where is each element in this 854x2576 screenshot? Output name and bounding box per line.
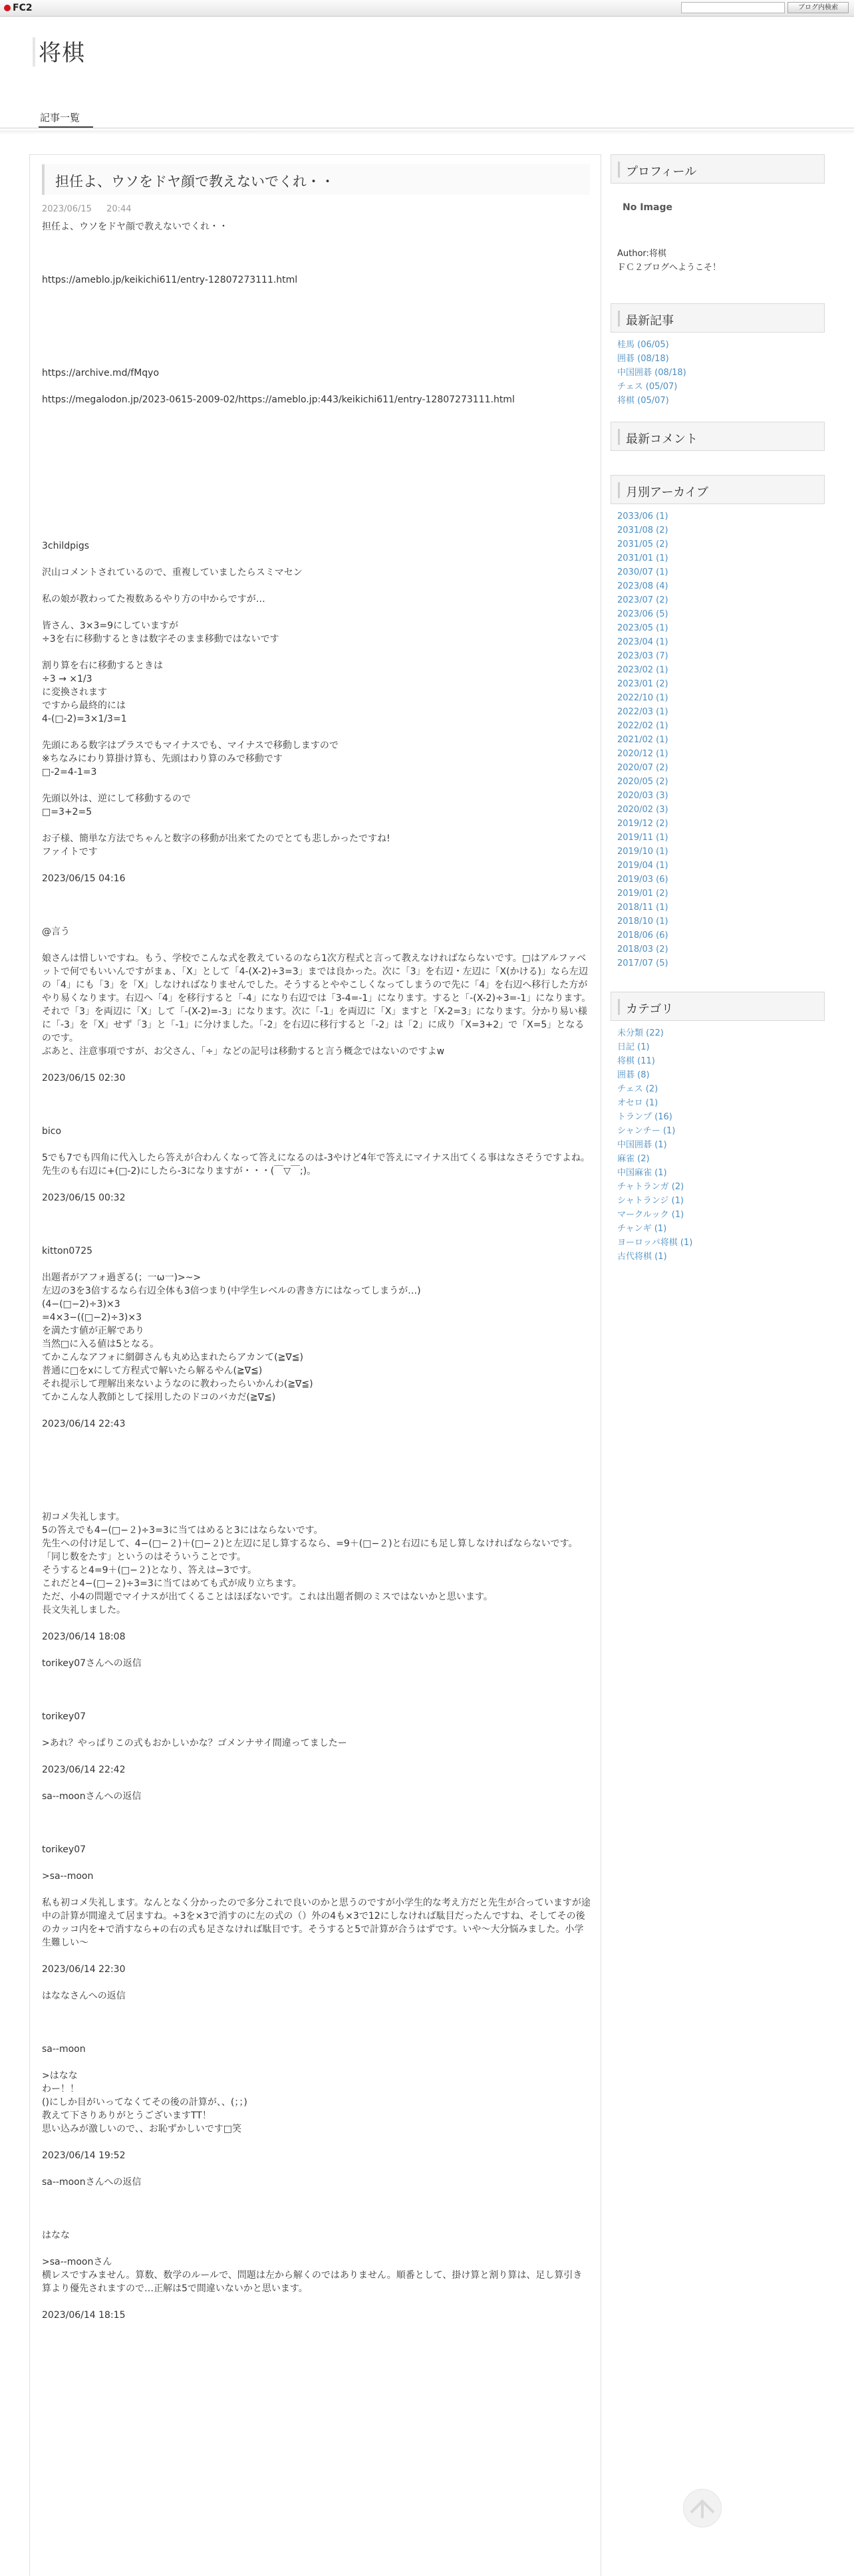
category-link[interactable]: 麻雀 (2) [617, 1154, 650, 1164]
entry-line: torikey07さんへの返信 [42, 1658, 142, 1669]
recent-posts-heading-box [611, 303, 825, 333]
entry-line [42, 899, 591, 912]
entry-line [42, 1497, 591, 1510]
entry-line [42, 460, 591, 473]
heading-accent [618, 429, 620, 445]
entry-line [42, 2136, 591, 2149]
archive-link[interactable]: 2018/10 (1) [617, 917, 668, 927]
entry-line: に変換されます [42, 687, 107, 698]
profile-welcome: ＦＣ２ブログへようこそ！ [617, 263, 722, 273]
entry-line [42, 1085, 591, 1098]
archive-link[interactable]: 2023/04 (1) [617, 637, 668, 647]
entry-line: そうすると4=9＋(□−２)となり、答えは−3です。 [42, 1565, 257, 1576]
archive-link[interactable]: 2033/06 (1) [617, 511, 668, 521]
recent-post-link[interactable]: 桂馬 (06/05) [617, 340, 669, 350]
entry-title[interactable]: 担任よ、ウソをドヤ顔で教えないでくれ・・ [55, 174, 335, 190]
entry-line: 出題者がアフォ過ぎる(；一ω一)>~> [42, 1272, 202, 1283]
entry-line [42, 1484, 591, 1497]
entry-line: わー！！ [42, 2084, 79, 2094]
entry-line [42, 247, 591, 260]
category-link[interactable]: チャトランガ (2) [617, 1182, 684, 1192]
entry-line [42, 2162, 591, 2176]
entry-line: 当然□に入る値は5となる。 [42, 1339, 160, 1350]
entry-line: 横レスですみません。算数、数学のルールで、問題は左から解くのではありません。順番として、掛け算と割り算は、足し算引き算より優先されますので…正解は5で間違いないかと思います。 [42, 2270, 583, 2294]
entry-line: 教えて下さりありがとうございますTT！ [42, 2110, 212, 2121]
entry-line: 2023/06/15 00:32 [42, 1193, 126, 1203]
archive-link[interactable]: 2022/02 (1) [617, 721, 668, 731]
entry-line [42, 353, 591, 366]
entry-line [42, 2242, 591, 2255]
entry-line: =4×3−((□−2)÷3)×3 [42, 1312, 142, 1323]
profile-heading: プロフィール [626, 165, 697, 179]
entry-line: sa--moonさんへの返信 [42, 1791, 142, 1802]
entry-line: >sa--moonさん [42, 2257, 112, 2267]
archive-link[interactable]: 2019/11 (1) [617, 833, 668, 843]
entry-line: torikey07 [42, 1711, 86, 1722]
categories-heading-box [611, 992, 825, 1021]
title-accent-bar [33, 37, 35, 67]
entry-line[interactable]: https://ameblo.jp/keikichi611/entry-12807273111.html [42, 275, 298, 285]
entry-line [42, 726, 591, 739]
entry-line [42, 779, 591, 792]
archive-list [611, 504, 825, 978]
entry-line: それ提示して理解出来ないようなのに教わったらいかんわ(≧∇≦) [42, 1379, 313, 1389]
archive-link[interactable]: 2030/07 (1) [617, 567, 668, 577]
entry-line [42, 406, 591, 420]
entry-body [42, 220, 591, 2322]
entry-line [42, 1683, 591, 1697]
fc2-logo-text: FC2 [13, 3, 33, 13]
entry-line [42, 313, 591, 327]
entry-line: ぶあと、注意事項ですが、お父さん、「÷」などの記号は移動すると言う概念ではないのですよw [42, 1046, 445, 1057]
entry-line [42, 1444, 591, 1457]
entry-line: お子様、簡単な方法でちゃんと数字の移動が出来てたのでとても悲しかったですね! [42, 833, 390, 844]
entry-line: 2023/06/14 18:15 [42, 2310, 126, 2321]
blog-title[interactable]: 将棋 [39, 40, 85, 67]
entry-line [42, 420, 591, 433]
recent-comments-heading: 最新コメント [626, 432, 698, 446]
archive-heading: 月別アーカイブ [626, 486, 709, 500]
category-link[interactable]: 囲碁 (8) [617, 1070, 650, 1080]
entry-line: sa--moonさんへの返信 [42, 2177, 142, 2188]
entry-line: 2023/06/14 18:08 [42, 1632, 126, 1642]
entry-line [42, 486, 591, 500]
archive-link[interactable]: 2020/02 (3) [617, 805, 668, 815]
category-list [611, 1021, 825, 1272]
blog-search-input[interactable] [681, 2, 785, 13]
entry-line: 私の娘が教わってた複数あるやり方の中からですが… [42, 594, 265, 605]
category-link[interactable]: ヨーロッパ将棋 (1) [617, 1238, 693, 1248]
entry-line [42, 1644, 591, 1657]
entry-line [42, 2295, 591, 2309]
entry-meta [42, 204, 144, 214]
entry-line: 思い込みが激しいので、、お恥ずかしいです□笑 [42, 2124, 241, 2134]
entry-line: bico [42, 1126, 62, 1137]
recent-post-link[interactable]: 中国囲碁 (08/18) [617, 368, 686, 378]
entry-line [42, 1058, 591, 1072]
fc2-header-bar [0, 0, 854, 17]
entry-line [42, 1856, 591, 1870]
archive-link[interactable]: 2018/03 (2) [617, 944, 668, 954]
entry-line: ※ちなみにわり算掛け算も、先頭はわり算のみで移動です [42, 754, 283, 764]
entry-line: 皆さん、3×3=9にしていますが [42, 621, 179, 631]
heading-accent [618, 482, 620, 498]
category-link[interactable]: チャンギ (1) [617, 1224, 667, 1234]
scroll-to-top-icon[interactable] [683, 2489, 722, 2527]
entry-line [42, 1404, 591, 1417]
entry-line [42, 473, 591, 486]
heading-accent [618, 311, 620, 327]
archive-link[interactable]: 2023/08 (4) [617, 581, 668, 591]
entry-line [42, 1231, 591, 1244]
entry-line [42, 340, 591, 353]
entry-line: 普通に□をxにして方程式で解いたら解るやん(≧∇≦) [42, 1365, 263, 1376]
recent-post-link[interactable]: チェス (05/07) [617, 382, 678, 392]
entry-line [42, 646, 591, 659]
archive-link[interactable]: 2023/07 (2) [617, 595, 668, 605]
archive-link[interactable]: 2023/03 (7) [617, 651, 668, 661]
recent-comments-list [611, 451, 825, 464]
entry-line: >sa--moon [42, 1871, 94, 1882]
entry-line: 長文失礼しました。 [42, 1605, 126, 1616]
entry-line: 2023/06/14 22:30 [42, 1964, 126, 1975]
archive-link[interactable]: 2023/01 (2) [617, 679, 668, 689]
entry-line [42, 606, 591, 619]
archive-heading-box [611, 475, 825, 504]
entry-line [42, 579, 591, 593]
recent-comments-heading-box [611, 422, 825, 451]
entry-title-box [42, 164, 590, 195]
archive-link[interactable]: 2020/05 (2) [617, 777, 668, 787]
entry-line: >はなな [42, 2071, 78, 2081]
entry-line: 3childpigs [42, 541, 90, 551]
entry-line [42, 1670, 591, 1683]
archive-link[interactable]: 2031/01 (1) [617, 553, 668, 563]
entry-line: はななさんへの返信 [42, 1991, 126, 2001]
archive-link[interactable]: 2018/11 (1) [617, 903, 668, 913]
archive-link[interactable]: 2022/03 (1) [617, 707, 668, 717]
category-link[interactable]: 中国麻雀 (1) [617, 1168, 667, 1178]
category-link[interactable]: シャトランジ (1) [617, 1196, 684, 1206]
entry-line [42, 2202, 591, 2216]
entry-line: これだと4−(□−２)÷3=3に当てはめても式が成り立ちます。 [42, 1578, 302, 1589]
entry-line: 2023/06/14 19:52 [42, 2150, 126, 2161]
entry-line [42, 1830, 591, 1843]
archive-link[interactable]: 2019/01 (2) [617, 889, 668, 899]
entry-line [42, 1816, 591, 1830]
entry-line [42, 859, 591, 872]
entry-line: 5でも7でも四角に代入したら答えが合わんくなって答えになるのは-3やけど4年で答えにマイナス出てくる事はなさそうですよね。 [42, 1153, 590, 1163]
entry-line [42, 2016, 591, 2029]
entry-line [42, 1111, 591, 1125]
category-link[interactable]: 中国囲碁 (1) [617, 1140, 667, 1150]
recent-posts-heading: 最新記事 [626, 314, 674, 328]
entry-line: 先頭にある数字はプラスでもマイナスでも、マイナスで移動しますので [42, 740, 339, 751]
archive-link[interactable]: 2020/12 (1) [617, 749, 668, 759]
entry-line: てかこんな人教師として採用したのドコのバカだ(≧∇≦) [42, 1392, 276, 1403]
entry-line: 担任よ、ウソをドヤ顔で教えないでくれ・・ [42, 221, 228, 232]
entry-line [42, 1258, 591, 1271]
category-link[interactable]: トランプ (16) [617, 1112, 672, 1122]
entry-line: 私も初コメ失礼します。なんとなく分かったので多分これで良いのかと思うのですが小学生的な考え方だと先生が合っていますが途中の計算が間違えて居ますね。÷3を×3で消すのに左の式の（）外の4も×3で12にしなければ駄目だったんですね、そしてその後のカッコ内を+で消すなら+の右の式も足さなければ駄目です。そうすると5で計算が合うはずです。いや～大分悩みました。小学生難しい～ [42, 1898, 591, 1948]
entry-line [42, 526, 591, 539]
entry-line [42, 1723, 591, 1737]
entry-line: 沢山コメントされているので、重複していましたらスミマセン [42, 567, 303, 578]
profile-body [611, 184, 825, 297]
category-link[interactable]: チェス (2) [617, 1084, 658, 1094]
entry-line: 先生への付け足して、4−(□−２)＋(□−２)と左辺に足し算するなら、=9＋(□−２)と右辺にも足し算しなければならないです。「同じ数をたす」というのはそういうことです。 [42, 1538, 578, 1562]
category-link[interactable]: 将棋 (11) [617, 1056, 655, 1066]
entry-line: 4-(□-2)=3×1/3=1 [42, 714, 127, 724]
entry-line: 娘さんは惜しいですね。もう、学校でこんな式を教えているのなら1次方程式と言って教えなければならないです。□はアルファベットで何でもいいんですがまぁ、「X」として「4-(X-2)÷3=3」までは良かった。次に「3」を右辺・左辺に「X(かける)」なら左辺の「4」にも「3」を「X」しなければなりませんでした。そうするとややこしくなってしまうので先に「4」を右辺へ移行した方がやり易くなります。右辺へ「4」を移行すると「-4」になり右辺では「3-4=-1」になります。すると「-(X-2)÷3=-1」になります。それで「3」を両辺に「X」して「-(X-2)=-3」になります。次に「-1」を両辺に「X」ますと「X-2=3」になります。分かり易い様に「-3」を「X」せず「3」と「-1」に分けました。「-2」を右辺に移行すると「-2」は「2」に成り「X=3+2」で「X=5」となるのです。 [42, 953, 591, 1044]
archive-link[interactable]: 2018/06 (6) [617, 930, 668, 940]
archive-link[interactable]: 2031/08 (2) [617, 525, 668, 535]
entry-line [42, 1471, 591, 1484]
entry-line [42, 513, 591, 526]
entry-line: (4−(□−2)÷3)×3 [42, 1299, 120, 1310]
archive-link[interactable]: 2023/05 (1) [617, 623, 668, 633]
entry-line: 初コメ失礼します。 [42, 1512, 125, 1522]
archive-link[interactable]: 2019/10 (1) [617, 847, 668, 857]
archive-link[interactable]: 2020/07 (2) [617, 763, 668, 773]
entry-line [42, 2056, 591, 2069]
nav-shadow [0, 130, 854, 134]
category-link[interactable]: オセロ (1) [617, 1098, 658, 1108]
categories-heading: カテゴリ [626, 1002, 674, 1016]
entry-line: はなな [42, 2230, 70, 2241]
fc2-logo-icon [4, 5, 11, 11]
entry-line [42, 287, 591, 300]
entry-line [42, 233, 591, 247]
category-link[interactable]: 古代将棋 (1) [617, 1252, 667, 1262]
entry-line [42, 553, 591, 566]
profile-author: Author:将棋 [617, 249, 666, 259]
profile-heading-box [611, 154, 825, 184]
entry-date: 2023/06/15 [42, 204, 92, 214]
entry-line: ÷3を右に移動するときは数字そのまま移動ではないです [42, 634, 279, 644]
entry-line [42, 1617, 591, 1630]
entry-line: ÷3 → ×1/3 [42, 674, 92, 684]
entry-line [42, 1431, 591, 1444]
entry-time: 20:44 [106, 204, 132, 214]
entry-line: 2023/06/15 04:16 [42, 873, 126, 884]
entry-line [42, 1750, 591, 1763]
archive-link[interactable]: 2019/03 (6) [617, 875, 668, 885]
archive-link[interactable]: 2019/04 (1) [617, 861, 668, 871]
entry-line: sa--moon [42, 2044, 86, 2055]
recent-posts-list [611, 333, 825, 416]
archive-link[interactable]: 2023/06 (5) [617, 609, 668, 619]
entry-line [42, 1976, 591, 1989]
entry-line: ただ、小4の問題でマイナスが出てくることはほぼないです。これは出題者側のミスではないかと思います。 [42, 1592, 493, 1602]
entry-line [42, 1205, 591, 1218]
sidebar [611, 154, 826, 1272]
entry-line: 2023/06/14 22:43 [42, 1419, 126, 1429]
archive-link[interactable]: 2019/12 (2) [617, 819, 668, 829]
entry-line: ()にしか目がいってなくてその後の計算が、、(；；) [42, 2097, 247, 2108]
blog-search-button[interactable]: ブログ内検索 [787, 2, 849, 13]
entry-line [42, 819, 591, 832]
entry-line: を満たす値が正解であり [42, 1326, 144, 1336]
entry-line: ファイトです [42, 847, 98, 857]
entry-line [42, 260, 591, 273]
nav-item-article-list[interactable]: 記事一覧 [40, 112, 80, 124]
category-link[interactable]: シャンチー (1) [617, 1126, 676, 1136]
entry-line [42, 1883, 591, 1896]
entry-line [42, 1777, 591, 1790]
entry-line: 先頭以外は、逆にして移動するので [42, 793, 191, 804]
entry-line [42, 1098, 591, 1111]
category-link[interactable]: 日記 (1) [617, 1042, 650, 1052]
entry-line: 割り算を右に移動するときは [42, 660, 163, 671]
entry-line [42, 2029, 591, 2043]
entry-line: @言う [42, 927, 70, 937]
entry-line: 先生のも右辺に+(□-2)にしたら-3になりますが・・・(￣▽￣;)。 [42, 1166, 317, 1177]
recent-post-link[interactable]: 将棋 (05/07) [617, 396, 669, 406]
archive-link[interactable]: 2031/05 (2) [617, 539, 668, 549]
archive-link[interactable]: 2023/02 (1) [617, 665, 668, 675]
entry-line [42, 380, 591, 393]
archive-link[interactable]: 2020/03 (3) [617, 791, 668, 801]
entry-line [42, 1218, 591, 1231]
entry-line: 2023/06/15 02:30 [42, 1073, 126, 1083]
entry-line [42, 1697, 591, 1710]
category-link[interactable]: 未分類 (22) [617, 1028, 664, 1038]
heading-accent [618, 162, 620, 178]
recent-post-link[interactable]: 囲碁 (08/18) [617, 354, 669, 364]
entry-line [42, 1178, 591, 1191]
entry-line: てかこんなアフォに網御さんも丸め込まれたらアカンて(≧∇≦) [42, 1352, 303, 1363]
entry-line [42, 446, 591, 460]
entry-line: ですから最終的には [42, 700, 126, 711]
entry-line: torikey07 [42, 1844, 86, 1855]
entry-line: 左辺の3を3倍するなら右辺全体も3倍つまり(中学生レベルの書き方にはなってしまうが…) [42, 1286, 421, 1296]
fc2-logo[interactable] [4, 1, 33, 15]
entry-line: kitton0725 [42, 1246, 93, 1256]
entry-line [42, 1803, 591, 1816]
entry-line [42, 1138, 591, 1151]
archive-link[interactable]: 2022/10 (1) [617, 693, 668, 703]
entry-line [42, 500, 591, 513]
entry-line [42, 885, 591, 899]
entry-line [42, 1949, 591, 1963]
entry-line [42, 1457, 591, 1471]
entry-line [42, 433, 591, 446]
entry-line [42, 912, 591, 925]
entry-line [42, 327, 591, 340]
entry-line: 5の答えでも4−(□−２)÷3=3に当てはめると3にはならないです。 [42, 1525, 323, 1536]
main-column [29, 154, 601, 2576]
archive-link[interactable]: 2017/07 (5) [617, 958, 668, 968]
entry-line [42, 938, 591, 952]
entry-line [42, 2003, 591, 2016]
heading-accent [618, 999, 620, 1015]
entry-line: >あれ？やっぱりこの式もおかしいかな？ゴメンナサイ間違ってましたー [42, 1738, 347, 1749]
archive-link[interactable]: 2021/02 (1) [617, 735, 668, 745]
entry-line [42, 2189, 591, 2202]
profile-no-image: No Image [623, 202, 672, 213]
entry-line: 2023/06/14 22:42 [42, 1765, 126, 1775]
entry-line: □=3+2=5 [42, 807, 92, 817]
entry-line [42, 300, 591, 313]
entry-line: □-2=4-1=3 [42, 767, 97, 778]
category-link[interactable]: マークルック (1) [617, 1210, 684, 1220]
entry-line[interactable]: https://archive.md/fMqyo [42, 368, 160, 378]
entry-line[interactable]: https://megalodon.jp/2023-0615-2009-02/https://ameblo.jp:443/keikichi611/entry-12807273111.html [42, 394, 515, 405]
entry-line [42, 2216, 591, 2229]
